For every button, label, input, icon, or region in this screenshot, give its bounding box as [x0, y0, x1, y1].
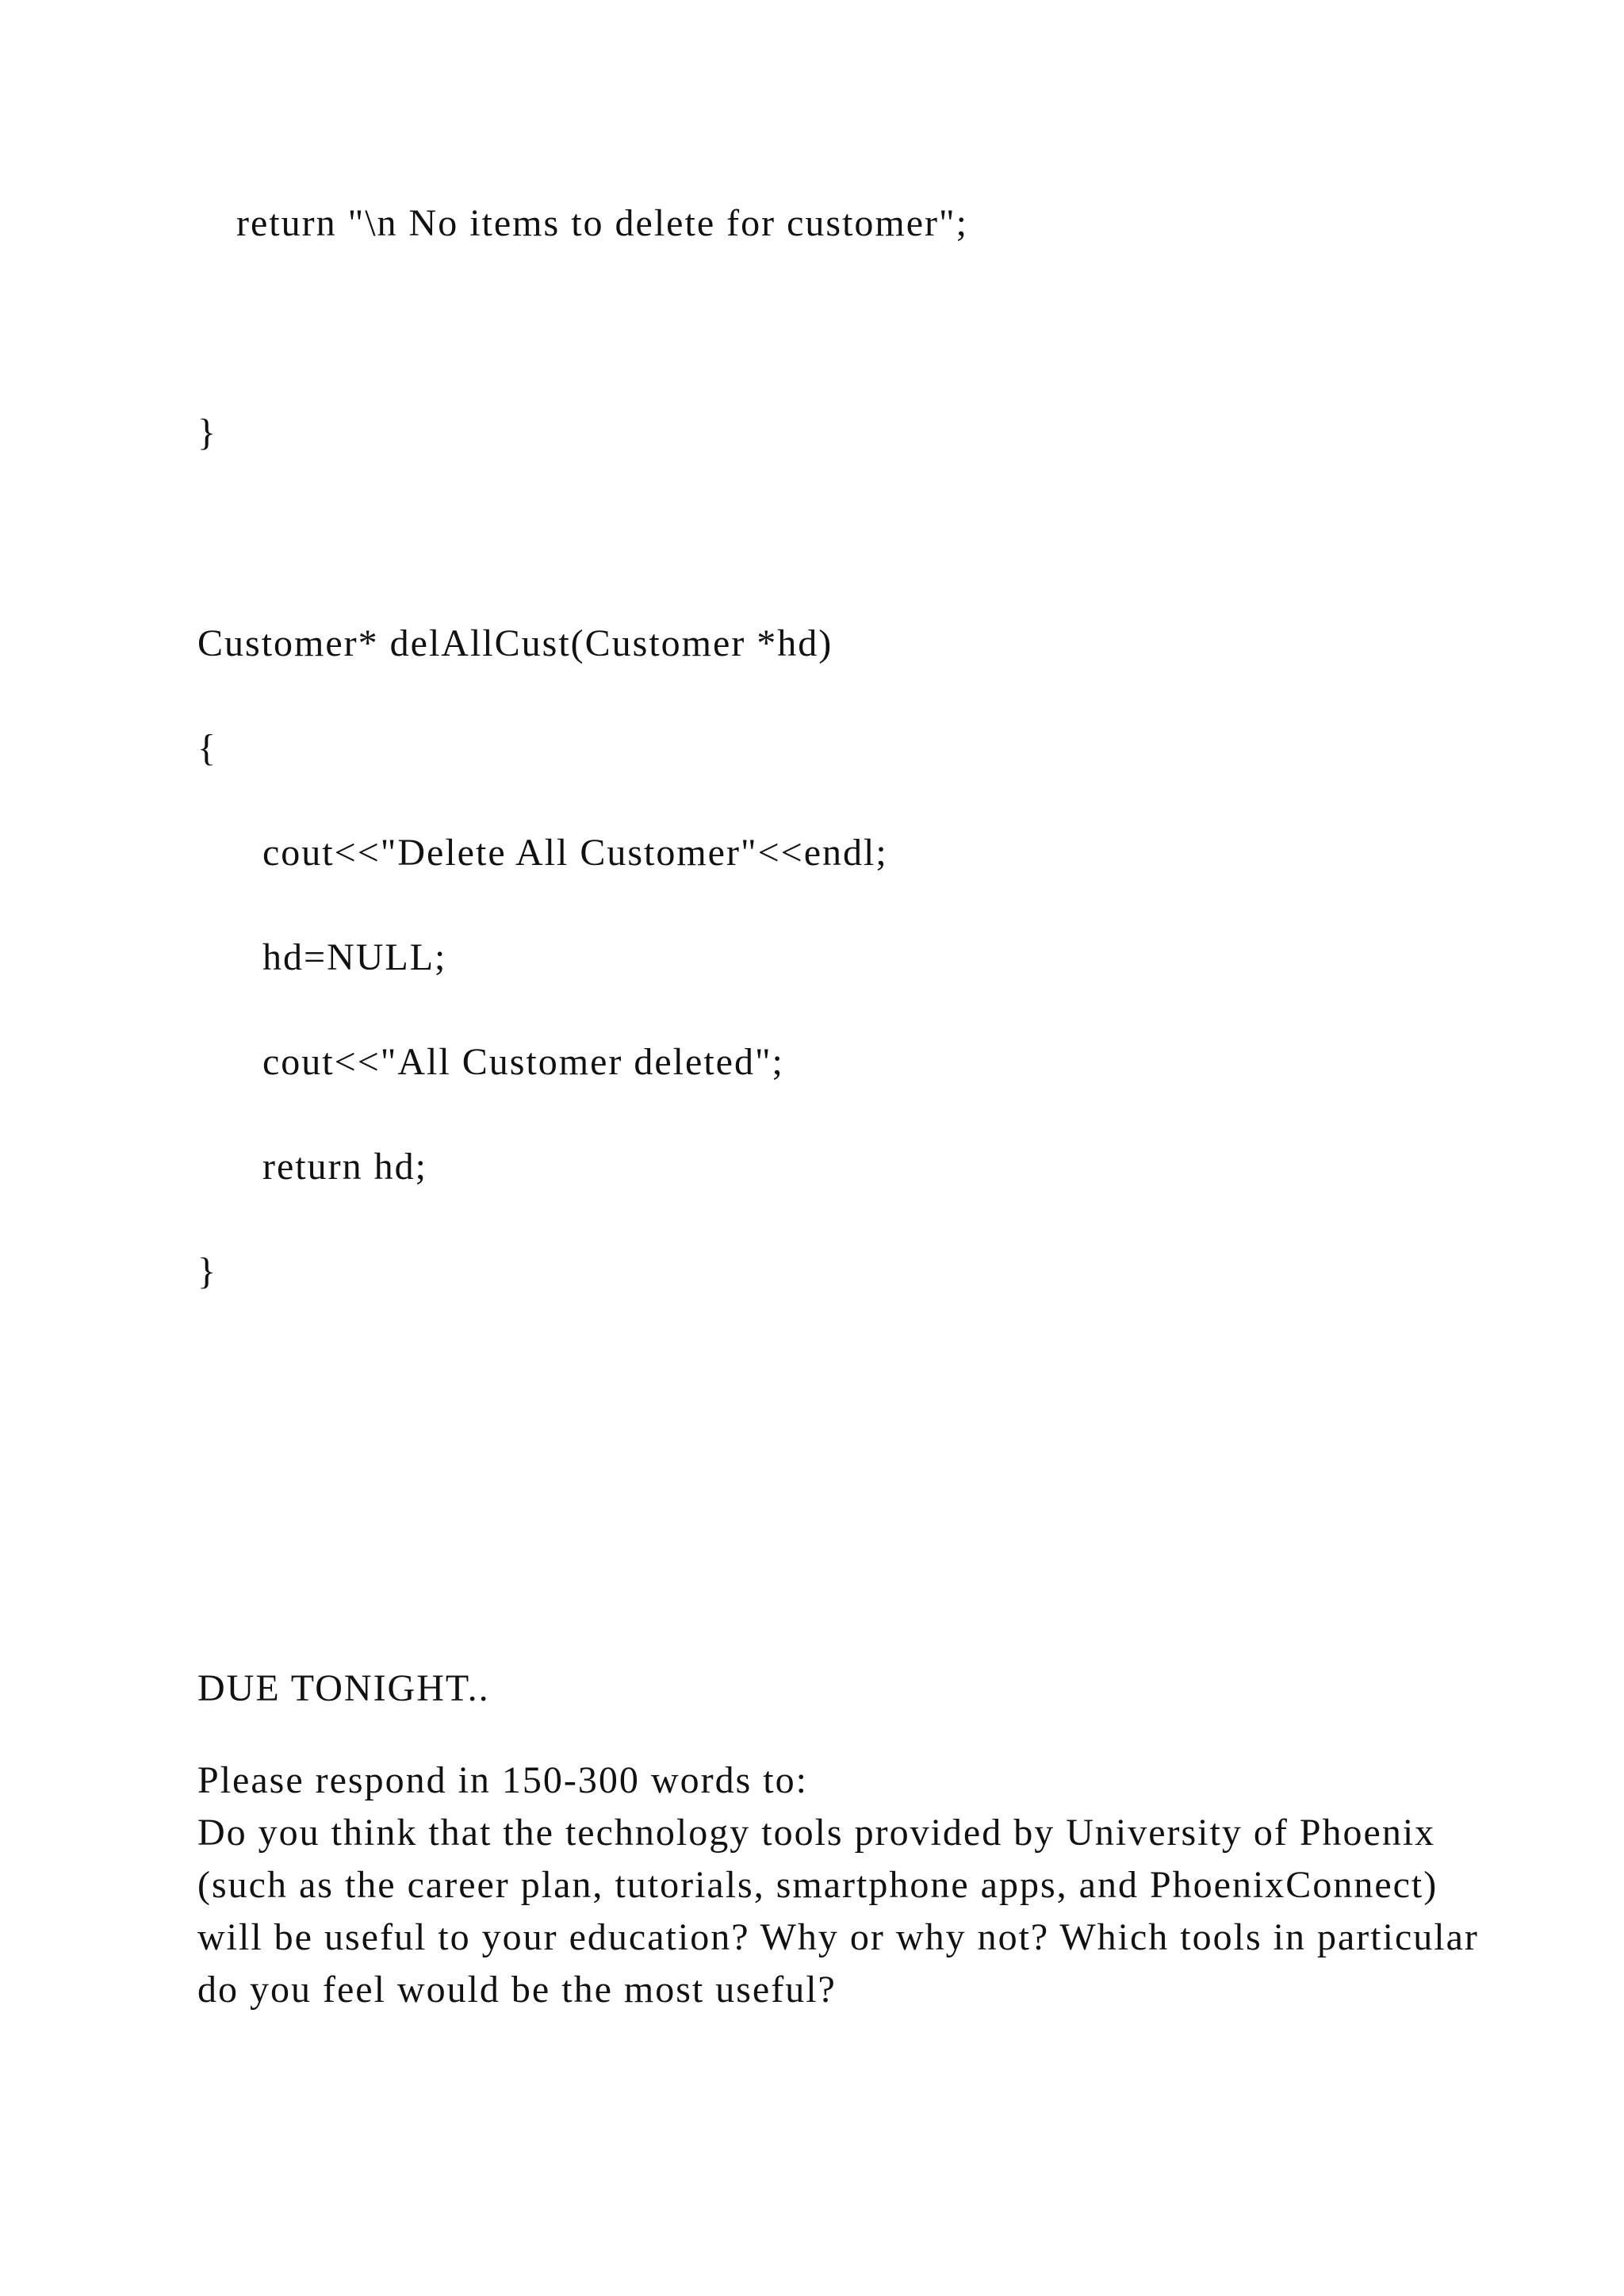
assignment-question: Do you think that the technology tools provided by University of Phoenix (such as the career plan, tutorials, smartphone apps, and PhoenixConnect) will be useful to your education? Why or why not? Which tools in particular do you feel would be the most useful?	[197, 1812, 1479, 2011]
code-line-function-signature: Customer* delAllCust(Customer *hd)	[197, 622, 833, 664]
code-line-open-brace: {	[197, 727, 218, 769]
code-line-cout-deleted: cout<<"All Customer deleted";	[262, 1041, 784, 1083]
assignment-prompt	[197, 1755, 1498, 2016]
code-line-close-brace: }	[197, 1250, 218, 1292]
code-line-return-hd: return hd;	[262, 1146, 427, 1188]
assignment-instruction: Please respond in 150-300 words to:	[197, 1759, 808, 1801]
code-line-close-brace: }	[197, 411, 218, 453]
code-line-cout-delete-all: cout<<"Delete All Customer"<<endl;	[262, 832, 888, 874]
due-label: DUE TONIGHT..	[197, 1667, 490, 1709]
code-line-return-no-items: return "\n No items to delete for customer";	[236, 202, 968, 244]
code-line-hd-null: hd=NULL;	[262, 936, 447, 978]
